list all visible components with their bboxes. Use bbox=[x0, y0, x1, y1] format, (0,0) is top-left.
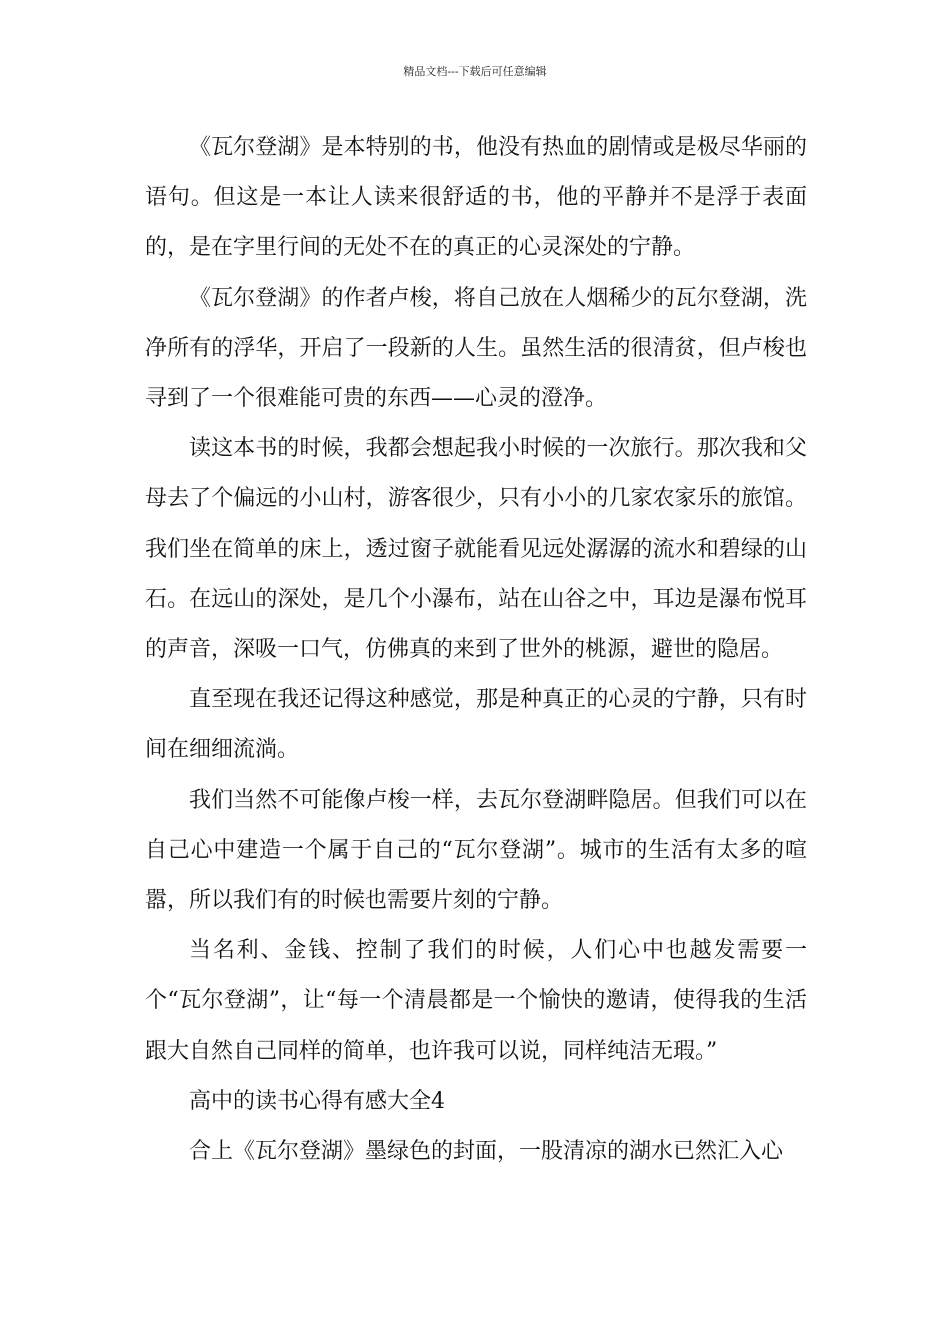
paragraph: 《瓦尔登湖》的作者卢梭，将自己放在人烟稀少的瓦尔登湖，洗净所有的浮华，开启了一段新的人生。虽然生活的很清贫，但卢梭也寻到了一个很难能可贵的东西——心灵的澄净。 bbox=[145, 285, 807, 412]
document-body bbox=[145, 123, 807, 1177]
paragraph: 读这本书的时候，我都会想起我小时候的一次旅行。那次我和父母去了个偏远的小山村，游客很少，只有小小的几家农家乐的旅馆。我们坐在简单的床上，透过窗子就能看见远处潺潺的流水和碧绿的山石。在远山的深处，是几个小瀑布，站在山谷之中，耳边是瀑布悦耳的声音，深吸一口气，仿佛真的来到了世外的桃源，避世的隐居。 bbox=[145, 436, 807, 663]
paragraph: 当名利、金钱、控制了我们的时候，人们心中也越发需要一个“瓦尔登湖”，让“每一个清晨都是一个愉快的邀请，使得我的生活跟大自然自己同样的简单，也许我可以说，同样纯洁无瑕。” bbox=[145, 938, 807, 1064]
paragraph: 《瓦尔登湖》是本特别的书，他没有热血的剧情或是极尽华丽的语句。但这是一本让人读来很舒适的书，他的平静并不是浮于表面的，是在字里行间的无处不在的真正的心灵深处的宁静。 bbox=[145, 135, 807, 261]
paragraph: 合上《瓦尔登湖》墨绿色的封面，一股清凉的湖水已然汇入心 bbox=[189, 1139, 784, 1165]
paragraph: 直至现在我还记得这种感觉，那是种真正的心灵的宁静，只有时间在细细流淌。 bbox=[145, 687, 807, 763]
paragraph: 我们当然不可能像卢梭一样，去瓦尔登湖畔隐居。但我们可以在自己心中建造一个属于自己的“瓦尔登湖”。城市的生活有太多的喧嚣，所以我们有的时候也需要片刻的宁静。 bbox=[145, 787, 807, 914]
page-header: 精品文档---下载后可任意编辑 bbox=[403, 65, 547, 78]
section-heading: 高中的读书心得有感大全4 bbox=[189, 1088, 445, 1114]
